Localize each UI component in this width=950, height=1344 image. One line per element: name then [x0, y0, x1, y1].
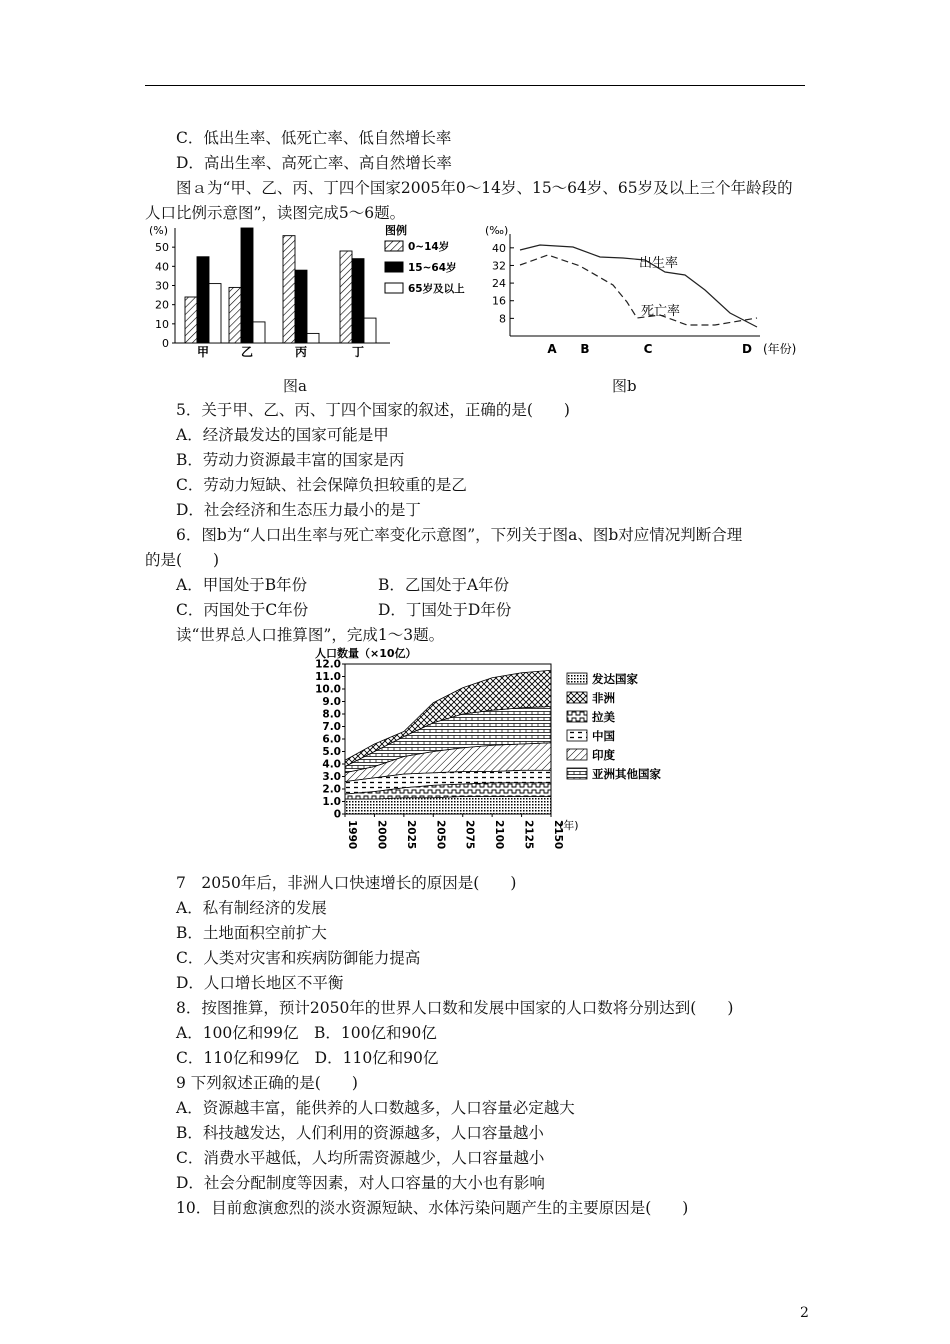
- figure-a-bar-chart: [145, 220, 485, 360]
- fig-a-x-label: 丙: [294, 345, 308, 359]
- fig-c-title: 人口数量（×10亿）: [315, 647, 417, 660]
- q6-stem-line-1: 6．图b为“人口出生率与死亡率变化示意图”，下列关于图a、图b对应情况判断合理: [176, 526, 743, 544]
- fig-b-y-tick: 8: [499, 312, 506, 326]
- fig-c-y-tick: 4.0: [322, 758, 341, 771]
- fig-c-y-tick: 2.0: [322, 783, 341, 796]
- fig-a-y-unit: (%): [149, 224, 169, 237]
- fig-c-x-tick: 2075: [463, 820, 476, 850]
- fig-c-y-tick: 3.0: [322, 771, 341, 783]
- fig-c-y-tick: 0: [333, 808, 341, 821]
- option-c-prev: C．低出生率、低死亡率、低自然增长率: [176, 129, 452, 147]
- fig-c-y-tick: 10.0: [315, 683, 341, 696]
- q6-option-a: A．甲国处于B年份: [176, 576, 308, 594]
- q9-option-a: A．资源越丰富，能供养的人口数越多，人口容量必定越大: [176, 1099, 575, 1117]
- q9-option-b: B．科技越发达，人们利用的资源越多，人口容量越小: [176, 1124, 544, 1142]
- fig-a-y-tick: 0: [162, 337, 169, 350]
- bar-65-plus: [209, 284, 221, 343]
- q5-option-c: C．劳动力短缺、社会保障负担较重的是乙: [176, 476, 467, 494]
- figure-b-caption: 图b: [612, 377, 637, 395]
- legend-label-0-14: 0~14岁: [408, 241, 450, 253]
- fig-c-legend-swatch: [567, 673, 587, 684]
- fig-a-y-tick: 10: [155, 317, 169, 331]
- fig-c-legend-label: 中国: [592, 729, 615, 743]
- fig-c-y-tick: 8.0: [322, 708, 341, 721]
- fig-c-y-tick: 9.0: [322, 696, 341, 708]
- q6-stem-line-2: 的是( ): [145, 551, 220, 569]
- bar-15-64: [241, 228, 253, 343]
- bar-0-14: [185, 297, 197, 343]
- q7-option-a: A．私有制经济的发展: [176, 899, 327, 917]
- fig-b-y-tick: 40: [492, 241, 506, 255]
- fig-c-y-tick: 5.0: [322, 746, 341, 758]
- fig-b-x-tick: B: [580, 342, 590, 356]
- death-rate-label: 死亡率: [641, 304, 681, 319]
- q6-option-c: C．丙国处于C年份: [176, 601, 309, 619]
- q7-option-b: B．土地面积空前扩大: [176, 924, 327, 942]
- option-d-prev: D．高出生率、高死亡率、高自然增长率: [176, 154, 452, 172]
- q9-option-d: D．社会分配制度等因素，对人口容量的大小也有影响: [176, 1174, 545, 1192]
- q7-option-d: D．人口增长地区不平衡: [176, 974, 344, 992]
- fig-b-x-tick: D: [742, 342, 752, 356]
- bar-0-14: [229, 287, 241, 343]
- birth-rate-label: 出生率: [639, 256, 679, 271]
- q6-option-b: B．乙国处于A年份: [378, 576, 510, 594]
- intro-line-2: 人口比例示意图”，读图完成5～6题。: [145, 204, 406, 222]
- fig-b-y-tick: 32: [492, 259, 506, 273]
- fig-b-x-tick: C: [643, 342, 653, 356]
- fig-a-y-tick: 20: [155, 298, 169, 312]
- fig-a-legend-title: 图例: [385, 224, 407, 237]
- fig-a-x-label: 甲: [196, 345, 210, 359]
- intro-line-1: 图ａ为“甲、乙、丙、丁四个国家2005年0～14岁、15～64岁、65岁及以上三个年龄段的: [176, 179, 793, 197]
- fig-c-legend-swatch: [567, 711, 587, 722]
- fig-c-legend-label: 印度: [592, 748, 615, 762]
- bar-65-plus: [253, 322, 265, 343]
- q8-options-cd: C．110亿和99亿 D．110亿和90亿: [176, 1049, 439, 1067]
- fig-c-x-tick: 2150: [552, 820, 564, 850]
- q7-stem: 7 2050年后，非洲人口快速增长的原因是( ): [176, 874, 517, 892]
- q5-stem: 5．关于甲、乙、丙、丁四个国家的叙述，正确的是( ): [176, 401, 570, 419]
- fig-b-y-tick: 16: [492, 294, 506, 308]
- fig-a-x-label: 丁: [351, 345, 365, 359]
- header-rule: [145, 85, 805, 86]
- legend-swatch-15-64: [385, 262, 403, 272]
- fig-c-legend-label: 发达国家: [592, 672, 638, 686]
- figure-a-caption: 图a: [283, 377, 307, 395]
- fig-c-y-tick: 6.0: [322, 733, 341, 746]
- legend-label-15-64: 15~64岁: [408, 262, 457, 274]
- fig-c-x-tick: 2125: [522, 820, 535, 850]
- bar-0-14: [340, 251, 352, 343]
- q9-option-c: C．消费水平越低，人均所需资源越少，人口容量越小: [176, 1149, 545, 1167]
- bar-65-plus: [307, 333, 319, 343]
- bar-65-plus: [364, 318, 376, 343]
- fig-c-legend-label: 拉美: [592, 710, 615, 724]
- fig-b-x-tick: A: [547, 342, 557, 356]
- fig-c-legend-swatch: [567, 730, 587, 741]
- legend-swatch-0-14: [385, 241, 403, 251]
- q5-option-a: A．经济最发达的国家可能是甲: [176, 426, 389, 444]
- q5-option-d: D．社会经济和生态压力最小的是丁: [176, 501, 421, 519]
- fig-c-y-tick: 7.0: [322, 721, 341, 733]
- fig-b-y-unit: (‰): [485, 224, 509, 237]
- fig-b-y-tick: 24: [492, 277, 506, 291]
- fig-c-x-tick: 2025: [404, 820, 417, 850]
- q9-stem: 9 下列叙述正确的是( ): [176, 1074, 358, 1092]
- q8-stem: 8．按图推算，预计2050年的世界人口数和发展中国家的人口数将分别达到( ): [176, 999, 734, 1017]
- figure-world-population-area-chart: [313, 645, 673, 860]
- figure-b-line-chart: [485, 220, 805, 365]
- legend-label-65-plus: 65岁及以上: [408, 283, 465, 295]
- fig-c-y-tick: 1.0: [322, 796, 341, 808]
- q10-stem: 10．目前愈演愈烈的淡水资源短缺、水体污染问题产生的主要原因是( ): [176, 1199, 689, 1217]
- q5-option-b: B．劳动力资源最丰富的国家是丙: [176, 451, 405, 469]
- fig-a-y-tick: 40: [155, 260, 169, 274]
- fig-c-legend-label: 亚洲其他国家: [592, 767, 661, 781]
- fig-c-x-tick: 2050: [434, 820, 447, 850]
- fig-c-legend-swatch: [567, 768, 587, 779]
- fig-c-x-tick: 2100: [493, 820, 506, 850]
- fig-c-legend-swatch: [567, 692, 587, 703]
- intro-world-population: 读“世界总人口推算图”，完成1～3题。: [176, 626, 445, 644]
- fig-c-y-tick: 12.0: [315, 658, 341, 671]
- page-number: 2: [800, 1305, 809, 1321]
- fig-b-x-unit: (年份): [763, 342, 797, 356]
- fig-c-legend-label: 非洲: [592, 691, 615, 705]
- q8-options-ab: A．100亿和99亿 B．100亿和90亿: [176, 1024, 437, 1042]
- fig-a-y-tick: 30: [155, 279, 169, 293]
- fig-a-y-tick: 50: [155, 241, 169, 255]
- fig-c-y-tick: 11.0: [315, 671, 341, 683]
- q7-option-c: C．人类对灾害和疾病防御能力提高: [176, 949, 421, 967]
- bar-15-64: [352, 259, 364, 343]
- fig-a-x-label: 乙: [240, 345, 254, 359]
- fig-c-x-tick: 1990: [346, 820, 358, 850]
- fig-c-legend-swatch: [567, 749, 587, 760]
- bar-0-14: [283, 236, 295, 343]
- bar-15-64: [295, 270, 307, 343]
- fig-c-x-unit: (年): [559, 819, 579, 832]
- legend-swatch-65-plus: [385, 283, 403, 293]
- q6-option-d: D．丁国处于D年份: [378, 601, 512, 619]
- bar-15-64: [197, 257, 209, 343]
- fig-c-x-tick: 2000: [375, 820, 388, 850]
